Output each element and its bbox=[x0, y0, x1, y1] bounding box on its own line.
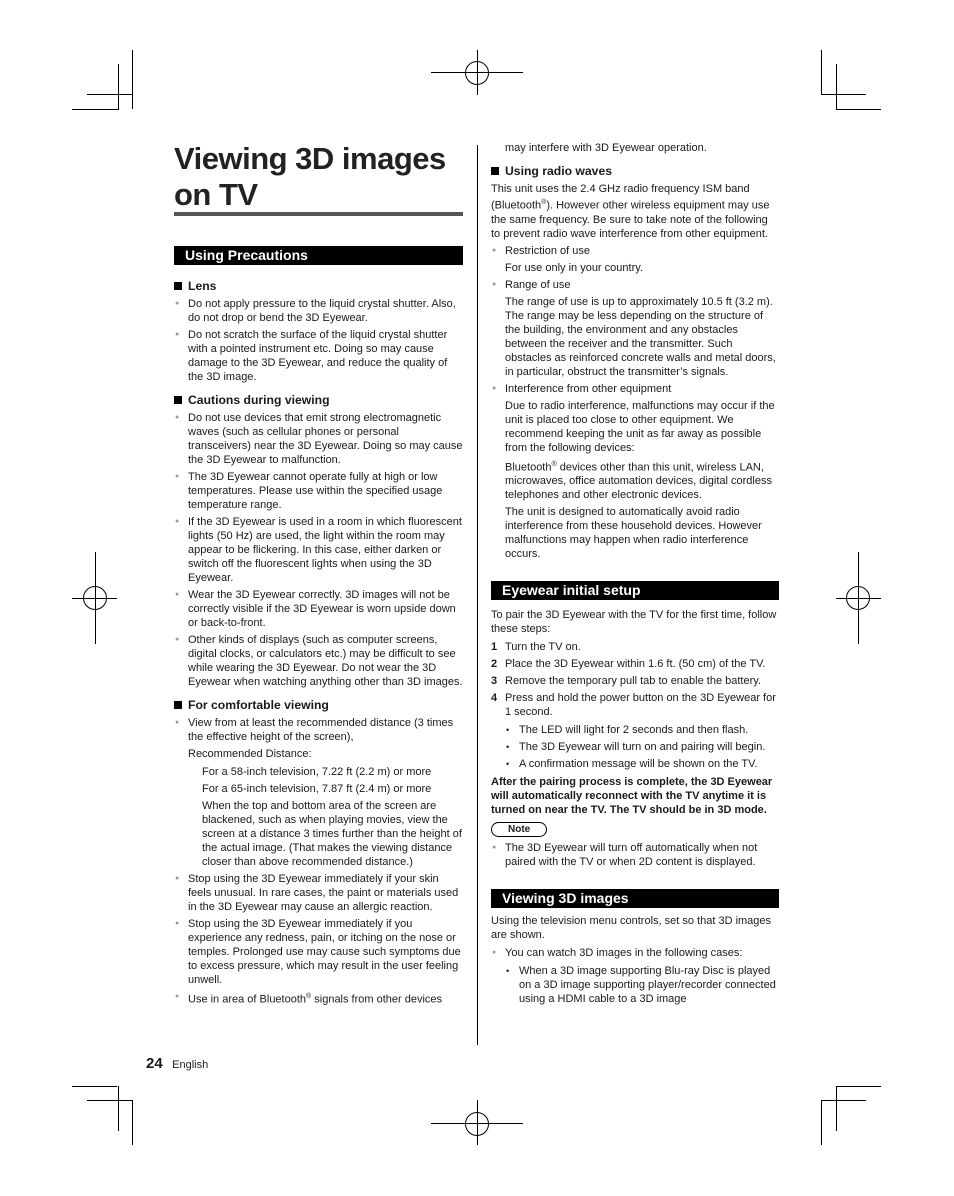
continued-text: may interfere with 3D Eyewear operation. bbox=[505, 142, 707, 154]
step-2: 2 Place the 3D Eyewear within 1.6 ft. (50 cm) of the TV. bbox=[491, 658, 766, 671]
list-item: ● You can watch 3D images in the following cases: bbox=[491, 946, 779, 960]
list-item: ● View from at least the recommended distance (3 times the effective height of the screen), bbox=[174, 716, 463, 744]
page-footer bbox=[146, 1055, 208, 1073]
designed-text: The unit is designed to automatically avoid radio interference from these household devices. However malfunctions may happen when radio interference occurs. bbox=[505, 506, 762, 561]
square-icon bbox=[174, 701, 182, 709]
sub-item: • A confirmation message will be shown on the TV. bbox=[491, 757, 779, 771]
list-item: ● Stop using the 3D Eyewear immediately if your skin feels unusual. In rare cases, the paint or materials used in the 3D Eyewear may cause an allergic reaction. bbox=[174, 872, 463, 914]
note-label: Note bbox=[491, 822, 547, 837]
viewing-intro: Using the television menu controls, set so that 3D images are shown. bbox=[491, 915, 772, 942]
title-rule bbox=[174, 212, 463, 216]
radio-intro: This unit uses the 2.4 GHz radio frequency ISM band (Bluetooth®). However other wireless equipment may use the same frequency. Be sure to take note of the following to prevent radio wave interference from other equipment. bbox=[491, 183, 770, 240]
list-item: ● Wear the 3D Eyewear correctly. 3D images will not be correctly visible if the 3D Eyewear is worn upside down or back-to-front. bbox=[174, 588, 463, 630]
interference-text: Due to radio interference, malfunctions may occur if the unit is placed too close to other equipment. We recommend keeping the unit as far away as possible from the following devices: bbox=[505, 399, 775, 454]
distance-65: For a 65-inch television, 7.87 ft (2.4 m) or more bbox=[202, 783, 432, 795]
restriction-text: For use only in your country. bbox=[505, 261, 643, 274]
range-text: The range of use is up to approximately 10.5 ft (3.2 m). The range may be less depending on the structure of the building, the environment and any obstacles between the receiver and the transmitter. Such obstacles as reinforced concrete walls and metal doors, in particular, obstruct the transmitter’s signals. bbox=[505, 295, 776, 378]
section-title-viewing: Viewing 3D images bbox=[491, 889, 779, 908]
square-icon bbox=[174, 282, 182, 290]
page-title-line2: on TV bbox=[174, 177, 258, 212]
right-column bbox=[491, 141, 779, 1006]
list-item: ● Other kinds of displays (such as computer screens, digital clocks, or calculators etc.) may be difficult to see while wearing the 3D Eyewear. Do not wear the 3D Eyewear when watching anything other than 3D images. bbox=[174, 633, 463, 689]
note-item: ● The 3D Eyewear will turn off automatically when not paired with the TV or when 2D content is displayed. bbox=[491, 841, 779, 869]
sub-item: • The 3D Eyewear will turn on and pairing will begin. bbox=[491, 740, 779, 754]
setup-intro: To pair the 3D Eyewear with the TV for the first time, follow these steps: bbox=[491, 609, 777, 636]
distance-58: For a 58-inch television, 7.22 ft (2.2 m) or more bbox=[202, 766, 432, 778]
devices-text: Bluetooth® devices other than this unit, wireless LAN, microwaves, office automation devices, digital cordless telephones and other electronic devices. bbox=[505, 460, 772, 502]
restriction-label: ● Restriction of use bbox=[491, 244, 779, 258]
step-3: 3 Remove the temporary pull tab to enable the battery. bbox=[491, 675, 761, 688]
step-1: 1 Turn the TV on. bbox=[491, 641, 581, 654]
pairing-note: After the pairing process is complete, the 3D Eyewear will automatically reconnect with the TV anytime it is turned on near the TV. The TV should be in 3D mode. bbox=[491, 776, 773, 817]
interference-label: ● Interference from other equipment bbox=[491, 382, 779, 396]
list-item: ● Do not scratch the surface of the liquid crystal shutter with a pointed instrument etc. Doing so may cause damage to the 3D Eyewear, and reduce the quality of the 3D image. bbox=[174, 328, 463, 384]
sub-item: • The LED will light for 2 seconds and then flash. bbox=[491, 723, 779, 737]
language-label: English bbox=[172, 1059, 209, 1071]
list-item: ● If the 3D Eyewear is used in a room in which fluorescent lights (50 Hz) are used, the light within the room may appear to be flickering. In this case, either darken or switch off the fluorescent lights when using the 3D Eyewear. bbox=[174, 515, 463, 585]
heading-cautions: Cautions during viewing bbox=[174, 393, 463, 407]
list-item: ● Do not use devices that emit strong electromagnetic waves (such as cellular phones or personal transceivers) near the 3D Eyewear. Doing so may cause the 3D Eyewear to malfunction. bbox=[174, 411, 463, 467]
recommended-label: Recommended Distance: bbox=[188, 748, 312, 760]
page-title bbox=[174, 141, 474, 213]
square-icon bbox=[174, 396, 182, 404]
list-item: ● Stop using the 3D Eyewear immediately if you experience any redness, pain, or itching on the nose or temples. Prolonged use may cause such symptoms due to excess pressure, which may result in the user feeling unwell. bbox=[174, 917, 463, 987]
list-item: ● The 3D Eyewear cannot operate fully at high or low temperatures. Please use within the specified usage temperature range. bbox=[174, 470, 463, 512]
column-divider bbox=[477, 145, 478, 1045]
step-4: 4 Press and hold the power button on the 3D Eyewear for 1 second. bbox=[491, 692, 776, 719]
section-title-precautions: Using Precautions bbox=[174, 246, 463, 265]
distance-note: When the top and bottom area of the screen are blackened, such as when playing movies, view the screen at a distance 3 times further than the height of the actual image. (That makes the viewing distance closer than above recommended distance.) bbox=[202, 800, 462, 868]
list-item: ● Do not apply pressure to the liquid crystal shutter. Also, do not drop or bend the 3D Eyewear. bbox=[174, 297, 463, 325]
page-number: 24 bbox=[146, 1055, 163, 1072]
sub-item: • When a 3D image supporting Blu-ray Disc is played on a 3D image supporting player/recorder connected using a HDMI cable to a 3D image bbox=[491, 964, 779, 1006]
heading-lens: Lens bbox=[174, 279, 463, 293]
section-title-setup: Eyewear initial setup bbox=[491, 581, 779, 600]
heading-radio: Using radio waves bbox=[491, 164, 779, 178]
square-icon bbox=[491, 167, 499, 175]
left-column bbox=[174, 246, 463, 1007]
list-item: ● Use in area of Bluetooth® signals from other devices bbox=[174, 990, 463, 1007]
range-label: ● Range of use bbox=[491, 278, 779, 292]
page-title-line1: Viewing 3D images bbox=[174, 141, 446, 176]
heading-comfortable: For comfortable viewing bbox=[174, 698, 463, 712]
